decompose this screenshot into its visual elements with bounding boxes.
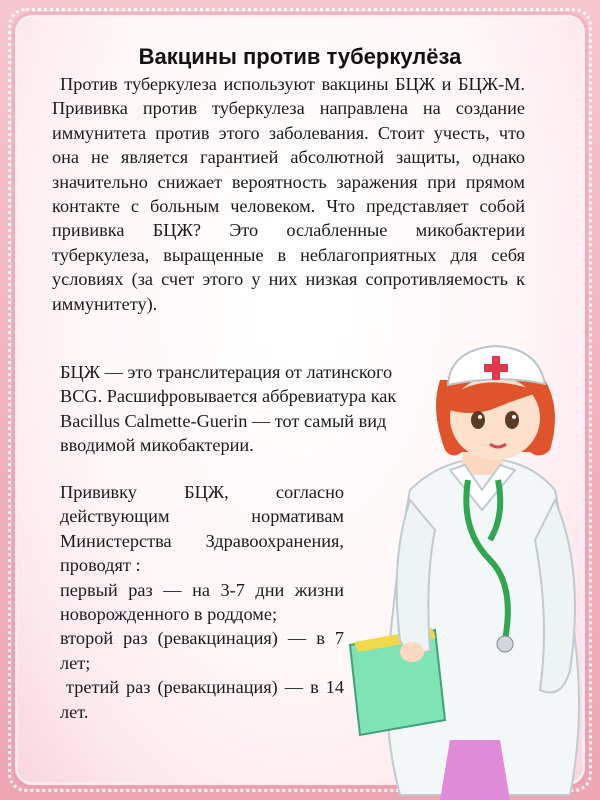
schedule-intro: Прививку БЦЖ, согласно действующим нормативам Министерства Здравоохранения, проводят : [60, 482, 344, 576]
bcg-line: BCG. Расшифровывается аббревиатура как [60, 386, 397, 407]
page-title: Вакцины против туберкулёза [138, 44, 462, 69]
schedule-paragraph [60, 480, 344, 724]
schedule-second: второй раз (ревакцинация) — в 7 лет; [60, 628, 344, 673]
schedule-first: первый раз — на 3-7 дни жизни новорожденного в роддоме; [60, 579, 344, 625]
nurse-illustration [340, 340, 600, 800]
bcg-line: БЦЖ — это транслитерация от латинского [60, 362, 393, 382]
bcg-line: Bacillus Calmette-Guerin — тот самый вид [60, 410, 387, 431]
intro-paragraph: Против туберкулеза используют вакцины БЦЖ и БЦЖ-М. Прививка против туберкулеза направлена на создание иммунитета против этого заболевания. Стоит учесть, что она не является гарантией абсолютной защиты, однако значительно снижает вероятность заражения при прямом контакте с больным человеком. Что представляет собой прививка БЦЖ? Это ослабленные микобактерии туберкулеза, выращенные в неблагоприятных для себя условиях (за счет этого у них низкая сопротивляемость к иммунитету). [52, 74, 525, 314]
nurse-skirt [440, 740, 510, 800]
bcg-line: вводимой микобактерии. [60, 435, 254, 456]
schedule-third: третий раз (ревакцинация) — в 14 лет. [60, 677, 344, 722]
